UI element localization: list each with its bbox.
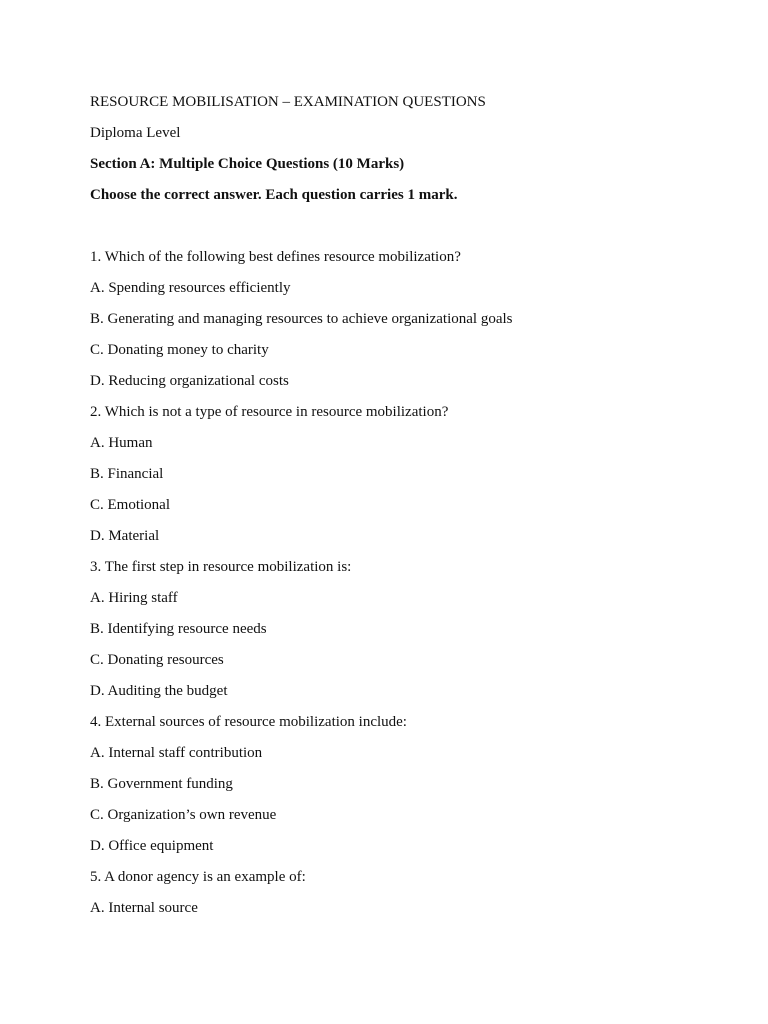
instructions: Choose the correct answer. Each question carries 1 mark. (90, 187, 458, 203)
answer-option: B. Financial (90, 466, 164, 482)
question-block (90, 712, 710, 867)
answer-option: A. Internal source (90, 900, 198, 916)
blank-line (90, 216, 710, 247)
answer-option: D. Reducing organizational costs (90, 373, 289, 389)
answer-option: A. Human (90, 435, 153, 451)
document-page (90, 92, 710, 929)
question-block (90, 867, 710, 929)
answer-option: B. Generating and managing resources to achieve organizational goals (90, 311, 513, 327)
question-text: 2. Which is not a type of resource in resource mobilization? (90, 404, 449, 420)
question-text: 5. A donor agency is an example of: (90, 869, 306, 885)
question-block (90, 402, 710, 557)
level-label: Diploma Level (90, 125, 181, 141)
answer-option: A. Spending resources efficiently (90, 280, 291, 296)
answer-option: C. Donating resources (90, 652, 224, 668)
answer-option: A. Internal staff contribution (90, 745, 263, 761)
answer-option: B. Identifying resource needs (90, 621, 267, 637)
answer-option: D. Auditing the budget (90, 683, 228, 699)
question-block (90, 557, 710, 712)
answer-option: D. Material (90, 528, 160, 544)
answer-option: C. Emotional (90, 497, 170, 513)
question-block (90, 247, 710, 402)
question-list (90, 247, 710, 929)
question-text: 4. External sources of resource mobilization include: (90, 714, 407, 730)
document-title: RESOURCE MOBILISATION – EXAMINATION QUESTIONS (90, 94, 486, 110)
answer-option: A. Hiring staff (90, 590, 178, 606)
question-text: 1. Which of the following best defines resource mobilization? (90, 249, 461, 265)
question-text: 3. The first step in resource mobilization is: (90, 559, 352, 575)
answer-option: D. Office equipment (90, 838, 214, 854)
answer-option: B. Government funding (90, 776, 233, 792)
answer-option: C. Donating money to charity (90, 342, 269, 358)
section-heading: Section A: Multiple Choice Questions (10 Marks) (90, 156, 405, 172)
answer-option: C. Organization’s own revenue (90, 807, 277, 823)
